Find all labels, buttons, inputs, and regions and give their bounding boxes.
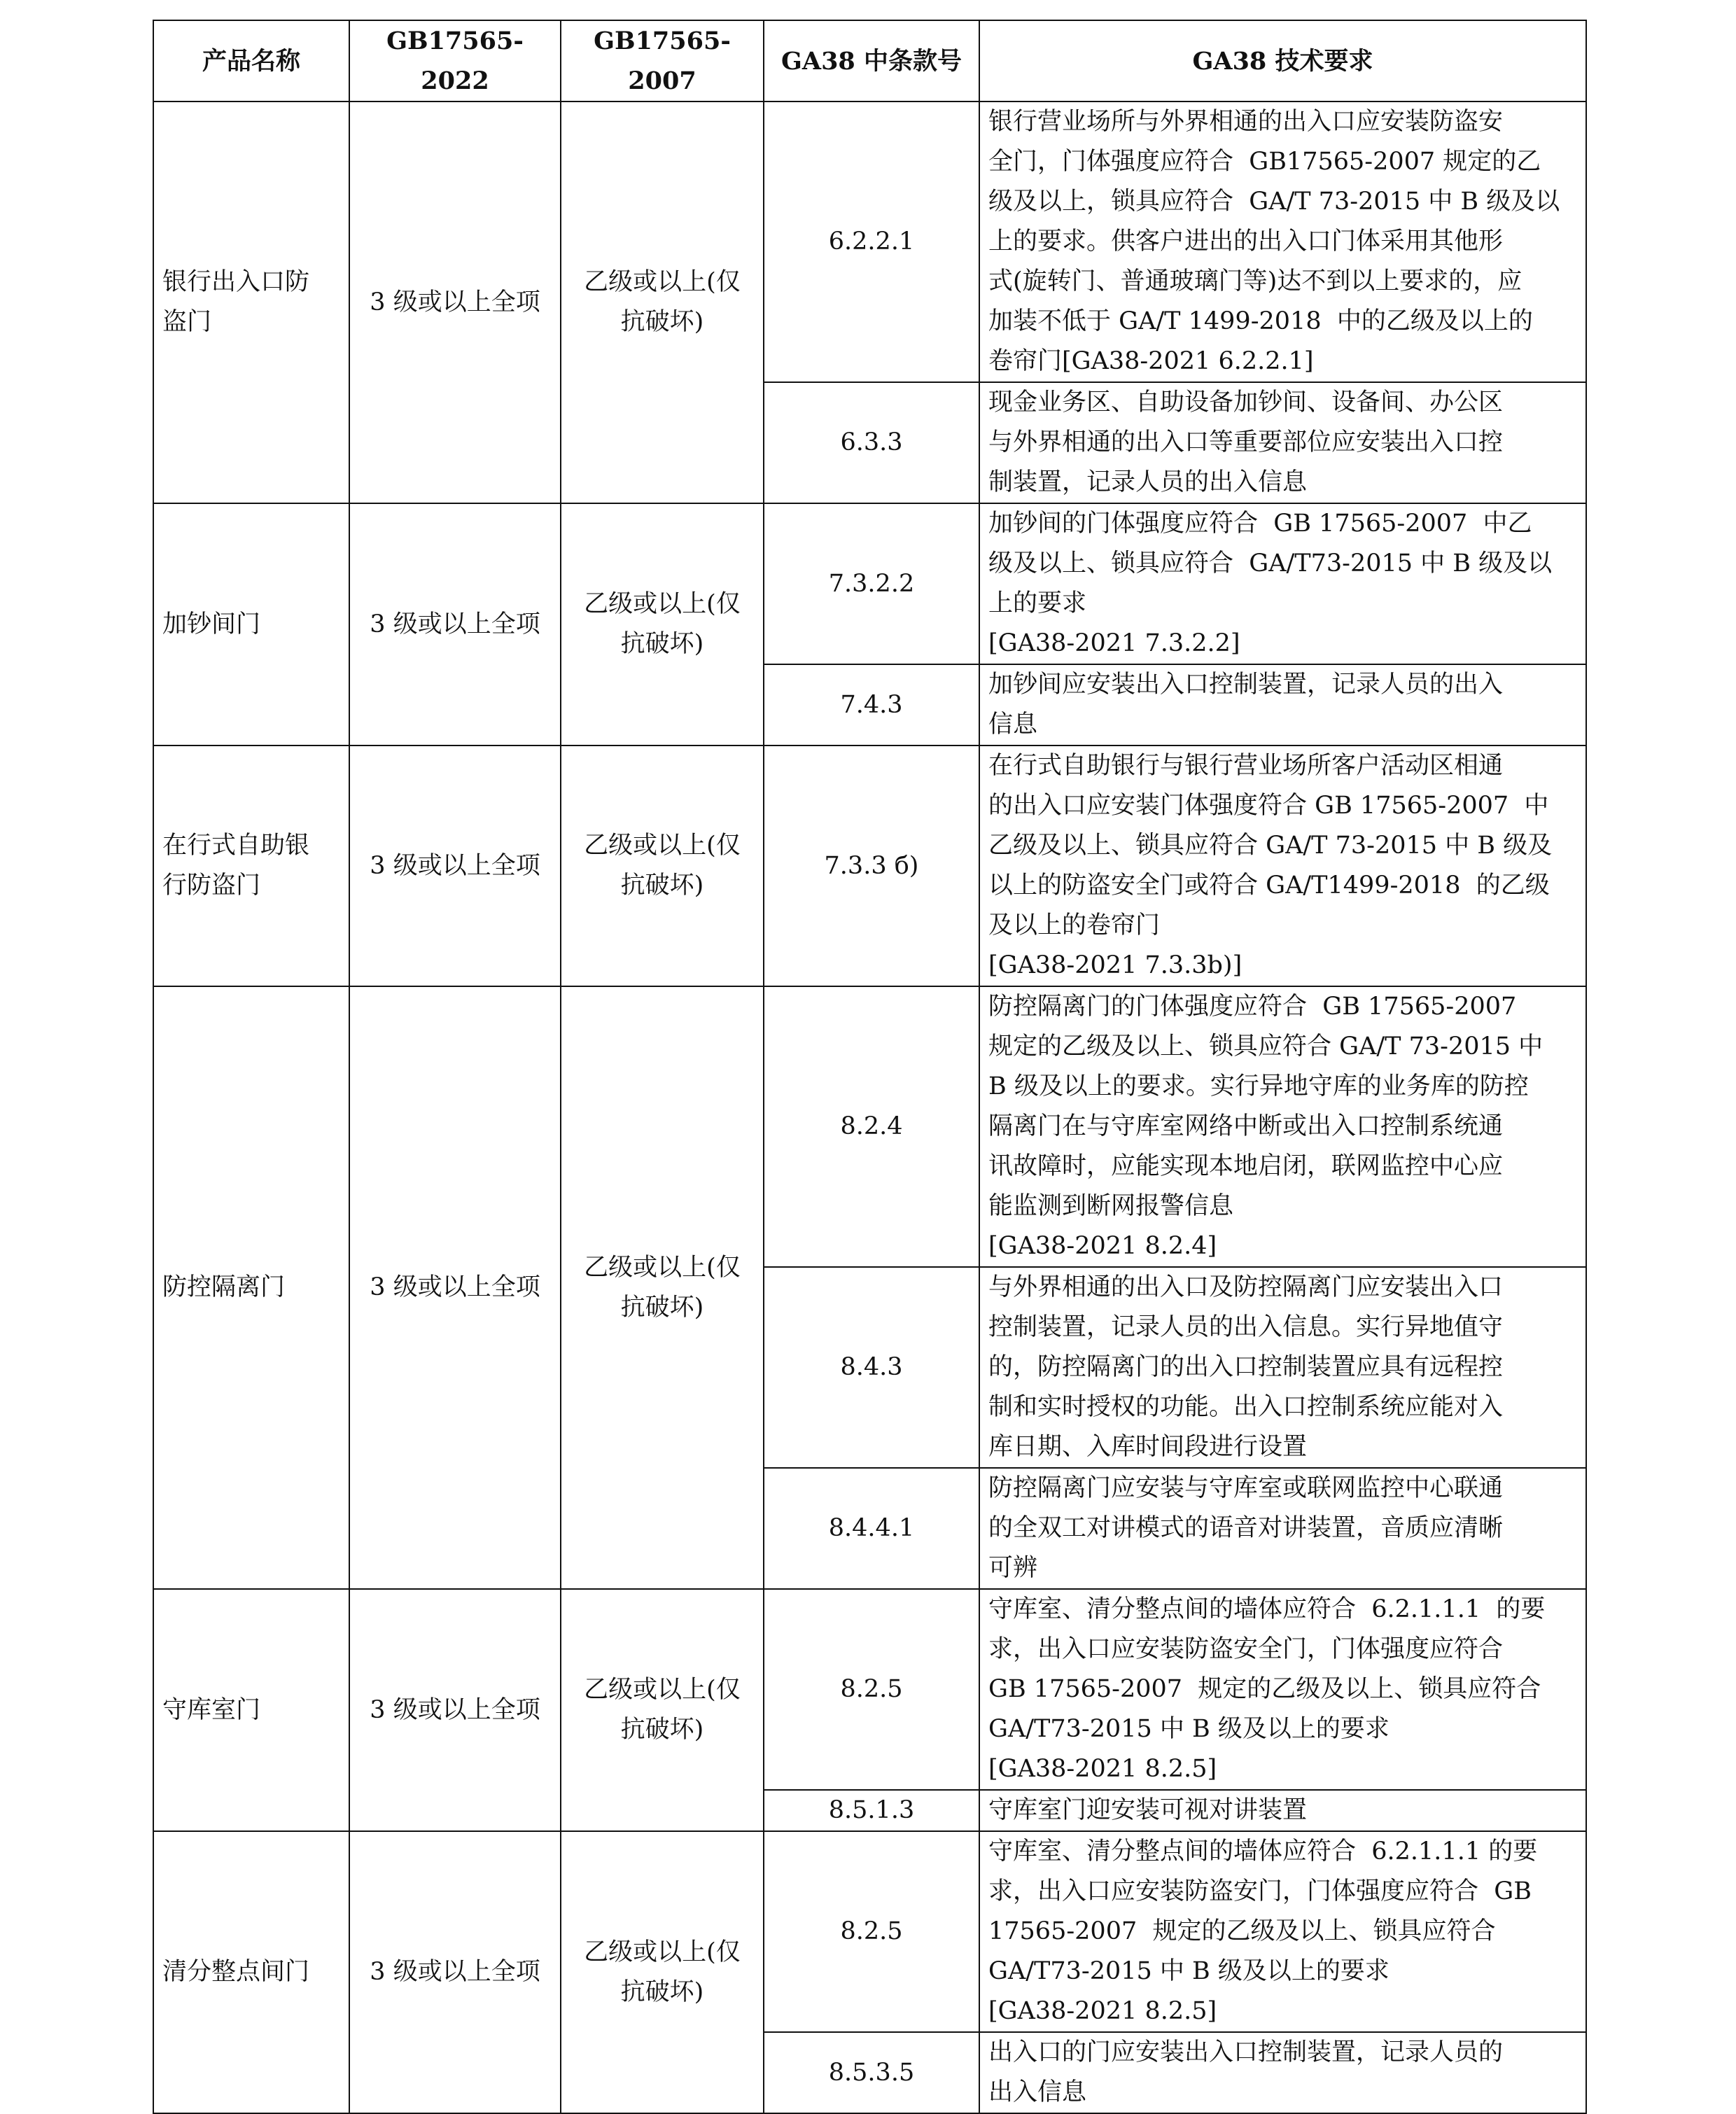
gb2007-level-line: 抗破坏) xyxy=(620,1977,704,2006)
requirement-line: 上的要求。供客户进出的出入口门体采用其他形 xyxy=(988,227,1504,255)
product-name-cell xyxy=(153,102,349,503)
requirement-line: 以上的防盗安全门或符合 GA/T1499-2018 的乙级 xyxy=(988,872,1550,899)
requirement-line: 加装不低于 GA/T 1499-2018 中的乙级及以上的 xyxy=(988,307,1533,335)
ga38-clause-cell: 8.4.3 xyxy=(764,1267,979,1468)
gb2007-level-line: 乙级或以上(仅 xyxy=(584,832,741,860)
col-header-ga38-clause: GA38 中条款号 xyxy=(764,20,979,102)
requirement-line: 出入口的门应安装出入口控制装置，记录人员的 xyxy=(988,2038,1504,2066)
ga38-clause-cell: 6.2.2.1 xyxy=(764,102,979,382)
requirement-line: 制装置，记录人员的出入信息 xyxy=(988,468,1308,496)
requirement-line: 守库室、清分整点间的墙体应符合 6.2.1.1.1 的要 xyxy=(988,1837,1538,1865)
gb2007-level-line: 乙级或以上(仅 xyxy=(584,1676,741,1704)
ga38-requirement-cell xyxy=(979,382,1586,503)
requirement-line: [GA38-2021 7.3.3b)] xyxy=(988,951,1242,979)
gb2007-level-cell xyxy=(561,986,764,1589)
table-row xyxy=(153,102,1586,382)
requirement-line: 银行营业场所与外界相通的出入口应安装防盗安 xyxy=(988,108,1504,136)
requirement-line: 求，出入口应安装防盗安门，门体强度应符合 GB xyxy=(988,1877,1532,1905)
gb2007-level-line: 乙级或以上(仅 xyxy=(584,1253,741,1282)
ga38-clause-cell: 7.3.3 б) xyxy=(764,746,979,986)
requirement-line: 加钞间的门体强度应符合 GB 17565-2007 中乙 xyxy=(988,510,1532,538)
requirement-line: 的出入口应安装门体强度符合 GB 17565-2007 中 xyxy=(988,792,1549,820)
requirement-line: [GA38-2021 8.2.4] xyxy=(988,1232,1217,1260)
product-name-cell xyxy=(153,986,349,1589)
requirement-line: 防控隔离门的门体强度应符合 GB 17565-2007 xyxy=(988,993,1517,1021)
product-name-cell xyxy=(153,746,349,986)
gb2007-level-line: 抗破坏) xyxy=(620,1716,704,1744)
requirement-line: 及以上的卷帘门 xyxy=(988,911,1161,939)
product-name-cell xyxy=(153,503,349,746)
product-name-line: 行防盗门 xyxy=(162,872,261,899)
requirement-line: 求，出入口应安装防盗安全门，门体强度应符合 xyxy=(988,1635,1504,1663)
product-name-line: 盗门 xyxy=(162,308,212,336)
ga38-requirement-cell xyxy=(979,986,1586,1267)
gb2022-level-cell: 3 级或以上全项 xyxy=(349,102,561,503)
requirement-line: 乙级及以上、锁具应符合 GA/T 73-2015 中 B 级及 xyxy=(988,832,1553,860)
requirement-line: 在行式自助银行与银行营业场所客户活动区相通 xyxy=(988,752,1504,780)
requirement-line: B 级及以上的要求。实行异地守库的业务库的防控 xyxy=(988,1072,1529,1100)
requirement-line: 讯故障时，应能实现本地启闭，联网监控中心应 xyxy=(988,1152,1504,1180)
ga38-clause-cell: 8.4.4.1 xyxy=(764,1468,979,1589)
gb2022-level-cell: 3 级或以上全项 xyxy=(349,746,561,986)
gb2022-level-cell: 3 级或以上全项 xyxy=(349,1589,561,1831)
table-row xyxy=(153,1589,1586,1790)
requirement-line: 可辨 xyxy=(988,1554,1038,1582)
gb2007-level-cell xyxy=(561,503,764,746)
requirement-line: 能监测到断网报警信息 xyxy=(988,1192,1234,1220)
requirement-line: 级及以上，锁具应符合 GA/T 73-2015 中 B 级及以 xyxy=(988,188,1560,216)
gb2007-level-line: 乙级或以上(仅 xyxy=(584,1938,741,1966)
ga38-clause-cell: 6.3.3 xyxy=(764,382,979,503)
ga38-requirement-cell xyxy=(979,1468,1586,1589)
gb2007-level-cell xyxy=(561,1831,764,2113)
col-header-gb2022: GB17565-2022 xyxy=(349,20,561,102)
ga38-requirement-cell xyxy=(979,2032,1586,2113)
ga38-clause-cell: 8.5.1.3 xyxy=(764,1790,979,1831)
header-row xyxy=(153,20,1586,102)
gb2007-level-line: 乙级或以上(仅 xyxy=(584,590,741,618)
requirement-line: GA/T73-2015 中 B 级及以上的要求 xyxy=(988,1957,1390,1985)
ga38-requirement-cell xyxy=(979,1589,1586,1790)
product-name-cell xyxy=(153,1831,349,2113)
requirement-line: 17565-2007 规定的乙级及以上、锁具应符合 xyxy=(988,1917,1496,1945)
ga38-clause-cell: 8.2.5 xyxy=(764,1831,979,2032)
requirement-line: 库日期、入库时间段进行设置 xyxy=(988,1433,1308,1461)
ga38-clause-cell: 8.2.4 xyxy=(764,986,979,1267)
requirement-line: 规定的乙级及以上、锁具应符合 GA/T 73-2015 中 xyxy=(988,1032,1544,1060)
requirement-line: [GA38-2021 7.3.2.2] xyxy=(988,629,1240,657)
requirement-line: 卷帘门[GA38-2021 6.2.2.1] xyxy=(988,347,1314,375)
requirement-line: 全门，门体强度应符合 GB17565-2007 规定的乙 xyxy=(988,148,1541,176)
requirement-line: 与外界相通的出入口等重要部位应安装出入口控 xyxy=(988,428,1504,456)
requirement-line: 出入信息 xyxy=(988,2078,1087,2106)
ga38-requirement-cell xyxy=(979,102,1586,382)
requirement-line: 的，防控隔离门的出入口控制装置应具有远程控 xyxy=(988,1353,1504,1381)
gb2007-level-line: 抗破坏) xyxy=(620,630,704,658)
gb2007-level-line: 抗破坏) xyxy=(620,1293,704,1322)
table-row xyxy=(153,986,1586,1267)
ga38-clause-cell: 8.2.5 xyxy=(764,1589,979,1790)
requirement-line: 加钞间应安装出入口控制装置，记录人员的出入 xyxy=(988,671,1504,699)
gb2022-level-cell: 3 级或以上全项 xyxy=(349,503,561,746)
col-header-ga38-requirement: GA38 技术要求 xyxy=(979,20,1586,102)
ga38-requirement-cell xyxy=(979,1267,1586,1468)
requirement-line: 的全双工对讲模式的语音对讲装置，音质应清晰 xyxy=(988,1514,1504,1542)
ga38-requirement-cell xyxy=(979,746,1586,986)
requirement-line: 隔离门在与守库室网络中断或出入口控制系统通 xyxy=(988,1112,1504,1140)
gb2022-level-cell: 3 级或以上全项 xyxy=(349,1831,561,2113)
requirement-line: 控制装置，记录人员的出入信息。实行异地值守 xyxy=(988,1313,1504,1341)
requirement-line: 与外界相通的出入口及防控隔离门应安装出入口 xyxy=(988,1273,1504,1301)
requirement-line: 守库室门迎安装可视对讲装置 xyxy=(988,1796,1308,1824)
gb2022-level-cell: 3 级或以上全项 xyxy=(349,986,561,1589)
requirement-line: 现金业务区、自助设备加钞间、设备间、办公区 xyxy=(988,388,1504,416)
table-row xyxy=(153,746,1586,986)
ga38-requirement-cell xyxy=(979,1831,1586,2032)
gb2007-level-line: 抗破坏) xyxy=(620,308,704,336)
gb2007-level-line: 乙级或以上(仅 xyxy=(584,268,741,296)
gb2007-level-cell xyxy=(561,102,764,503)
table-row xyxy=(153,503,1586,664)
requirement-line: GB 17565-2007 规定的乙级及以上、锁具应符合 xyxy=(988,1675,1541,1703)
gb2007-level-line: 抗破坏) xyxy=(620,872,704,899)
standards-table xyxy=(153,20,1587,2114)
ga38-clause-cell: 8.5.3.5 xyxy=(764,2032,979,2113)
gb2007-level-cell xyxy=(561,746,764,986)
requirement-line: GA/T73-2015 中 B 级及以上的要求 xyxy=(988,1715,1390,1743)
requirement-line: 守库室、清分整点间的墙体应符合 6.2.1.1.1 的要 xyxy=(988,1595,1546,1623)
product-name-line: 清分整点间门 xyxy=(162,1958,310,1986)
requirement-line: 式(旋转门、普通玻璃门等)达不到以上要求的，应 xyxy=(988,267,1522,295)
requirement-line: 信息 xyxy=(988,710,1038,738)
ga38-requirement-cell xyxy=(979,503,1586,664)
requirement-line: 防控隔离门应安装与守库室或联网监控中心联通 xyxy=(988,1474,1504,1502)
table-body xyxy=(153,102,1586,2113)
requirement-line: [GA38-2021 8.2.5] xyxy=(988,1755,1217,1783)
ga38-clause-cell: 7.4.3 xyxy=(764,664,979,746)
product-name-line: 守库室门 xyxy=(162,1695,261,1724)
product-name-line: 防控隔离门 xyxy=(162,1273,286,1301)
product-name-line: 在行式自助银 xyxy=(162,832,310,860)
product-name-line: 加钞间门 xyxy=(162,610,261,638)
ga38-clause-cell: 7.3.2.2 xyxy=(764,503,979,664)
gb2007-level-cell xyxy=(561,1589,764,1831)
requirement-line: 级及以上、锁具应符合 GA/T73-2015 中 B 级及以 xyxy=(988,550,1553,578)
requirement-line: [GA38-2021 8.2.5] xyxy=(988,1997,1217,2025)
requirement-line: 制和实时授权的功能。出入口控制系统应能对入 xyxy=(988,1393,1504,1421)
table-row xyxy=(153,1831,1586,2032)
product-name-cell xyxy=(153,1589,349,1831)
requirement-line: 上的要求 xyxy=(988,589,1087,617)
ga38-requirement-cell xyxy=(979,664,1586,746)
col-header-gb2007: GB17565-2007 xyxy=(561,20,764,102)
product-name-line: 银行出入口防 xyxy=(162,268,310,296)
col-header-product-name: 产品名称 xyxy=(153,20,349,102)
ga38-requirement-cell xyxy=(979,1790,1586,1831)
